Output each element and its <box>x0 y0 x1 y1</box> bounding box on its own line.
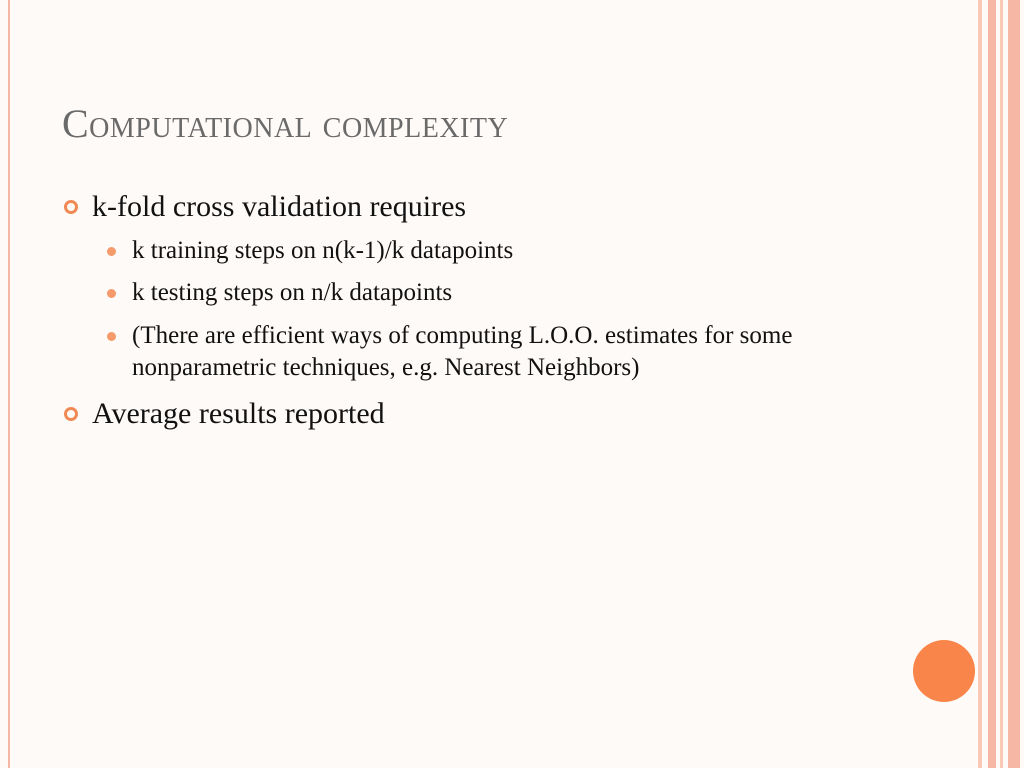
sub-bullet-text: k testing steps on n/k datapoints <box>132 279 453 306</box>
hollow-circle-bullet-icon <box>64 407 78 421</box>
hollow-circle-bullet-icon <box>64 200 78 214</box>
slide-content <box>62 190 882 441</box>
orange-circle-decoration <box>913 640 975 702</box>
sub-bullet-item <box>62 320 882 385</box>
left-border-line <box>8 0 10 768</box>
sub-bullet-text: (There are efficient ways of computing L.O.O. estimates for some nonparametric techniques, e.g. Nearest Neighbors) <box>132 321 793 381</box>
filled-circle-bullet-icon <box>107 247 116 256</box>
sub-bullet-list <box>62 235 882 385</box>
slide-title: Computational complexity <box>62 101 509 146</box>
sub-bullet-item <box>62 277 882 310</box>
sub-bullet-text: k training steps on n(k-1)/k datapoints <box>132 236 514 264</box>
bullet-text: k-fold cross validation requires <box>92 190 467 223</box>
bullet-item <box>62 397 882 432</box>
bullet-text: Average results reported <box>92 396 385 430</box>
stripe-4 <box>1008 0 1020 768</box>
stripe-3 <box>1000 0 1003 768</box>
bullet-item <box>62 190 882 225</box>
filled-circle-bullet-icon <box>107 289 116 298</box>
stripe-1 <box>978 0 982 768</box>
filled-circle-bullet-icon <box>107 332 116 341</box>
sub-bullet-item <box>62 235 882 268</box>
right-decorative-stripes <box>978 0 1024 768</box>
stripe-2 <box>988 0 996 768</box>
